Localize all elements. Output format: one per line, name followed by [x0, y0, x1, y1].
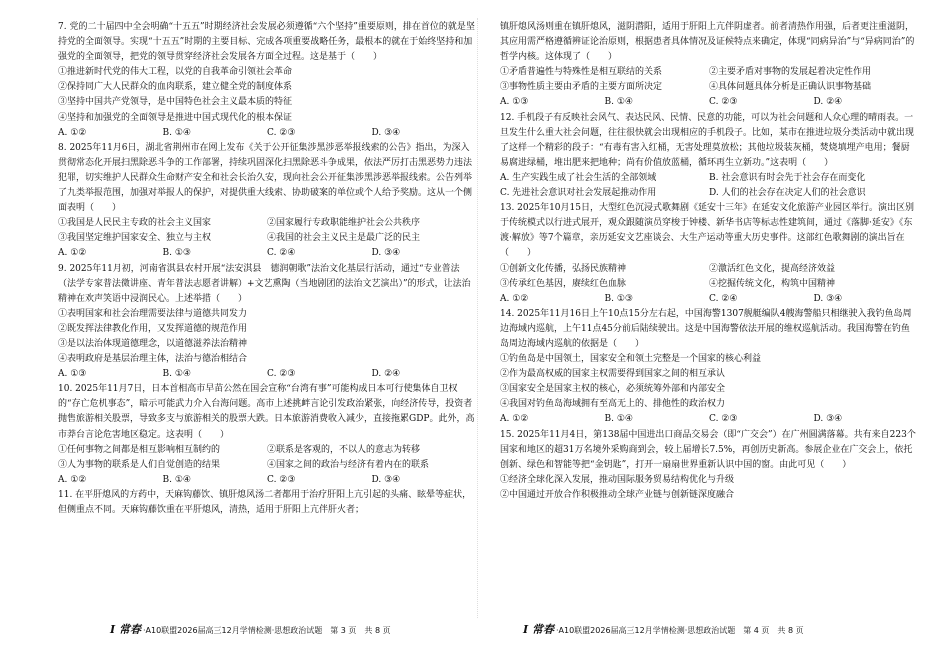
question-stem: 14. 2025年11月16日上午10点15分左右起，中国海警1307舰艇编队4艘海警船只相继驶入我钓鱼岛周边海域内巡航，上午11点45分前后陆续驶出。这是中国海警依法开展的维权巡航活动。我国海警在钓鱼岛周边海域内巡航的依据是（ ）: [500, 308, 912, 349]
answer-c[interactable]: C. ②③: [709, 97, 738, 108]
answer-d[interactable]: D. ③④: [371, 127, 401, 138]
option: ①经济全球化深入发展，推动国际服务贸易结构优化与升级: [500, 474, 735, 485]
option: ④坚持和加强党的全面领导是推进中国式现代化的根本保证: [58, 112, 293, 123]
answer-b[interactable]: B. ①③: [604, 293, 633, 304]
question-13: [500, 201, 918, 307]
answer-d[interactable]: D. ③④: [371, 248, 401, 259]
question-9: [58, 262, 476, 383]
answer-choices: [58, 246, 476, 261]
option: ①钓鱼岛是中国领土，国家安全和领土完整是一个国家的核心利益: [500, 354, 762, 365]
answer-choices: [58, 367, 476, 382]
brand-logo: I 常春: [110, 623, 141, 636]
option: ③我国坚定维护国家安全、独立与主权: [58, 233, 212, 244]
answer-d[interactable]: D. ③④: [813, 293, 843, 304]
option-grid: [58, 443, 476, 473]
option: ②中国通过开放合作积极推动全球产业链与创新链深度融合: [500, 489, 735, 500]
option: ①表明国家和社会治理需要法律与道德共同发力: [58, 308, 248, 319]
brand-logo: I 常春: [523, 623, 554, 636]
question-stem: 12. 手机段子有反映社会风气、表达民风、民情、民意的功能，可以为社会问题和人众心理的晴雨表。一旦发生什么重大社会问题，往往很快就会出现相应的手机段子。比如，某市在推进垃圾分类活动中就出现了这样一个精彩的段子：“有毒有害入红桶，无害处理莫放松；其他垃圾装灰桶，焚烧填埋产电用；餐厨易腐进绿桶，堆出肥来把地种；尚有价值放蓝桶，循环再生立新功。”这表明（ ）: [500, 112, 915, 168]
answer-b[interactable]: B. ①④: [162, 127, 191, 138]
option: ①推进新时代党的伟大工程，以党的自我革命引领社会革命: [58, 67, 293, 78]
option: ②国家履行专政职能维护社会公共秩序: [267, 218, 421, 229]
answer-c[interactable]: C. 先进社会意识对社会发展起推动作用: [500, 188, 657, 199]
answer-a[interactable]: A. ①③: [58, 369, 87, 380]
answer-a[interactable]: A. ①②: [58, 248, 87, 259]
option: ④我国的社会主义民主是最广泛的民主: [267, 233, 421, 244]
option: ③国家安全是国家主权的核心，必须统筹外部和内部安全: [500, 384, 726, 395]
question-stem: 15. 2025年11月4日，第138届中国进出口商品交易会（即“广交会”）在广州圆满落幕。共有来自223个国家和地区的超31万名境外采购商到会，较上届增长7.5%，再创历史新高。参展企业在广交会上，依托创新、绿色和智能等把“金钥匙”，打开一扇扇世界重新认识中国的窗。由此可见（ ）: [500, 429, 916, 470]
answer-b[interactable]: B. ①④: [162, 369, 191, 380]
answer-a[interactable]: A. ①③: [500, 97, 529, 108]
answer-a[interactable]: A. ①②: [500, 293, 529, 304]
left-page: [58, 20, 476, 518]
page-footer: [110, 621, 391, 637]
question-11-continued: [500, 20, 918, 111]
option: ③人为事物的联系是人们自觉创造的结果: [58, 459, 221, 470]
question-stem: 9. 2025年11月初，河南省淇县农村开展“法安淇县 德润朝歌”法治文化基层行活动，通过“专业普法（法学专家普法微讲座、青年普法志愿者讲解）+文艺熏陶（当地剧团的法治文艺演出）”的形式，让法治精神在欢声笑语中浸润民心。上述举措（ ）: [58, 263, 471, 304]
answer-a[interactable]: A. ①②: [58, 474, 87, 485]
option: ③事物性质主要由矛盾的主要方面所决定: [500, 82, 663, 93]
answer-b[interactable]: B. ①④: [162, 474, 191, 485]
answer-c[interactable]: C. ②③: [267, 474, 296, 485]
question-stem: 11. 在平肝熄风的方药中，天麻钩藤饮、镇肝熄风汤二者都用于治疗肝阳上亢引起的头痛、眩晕等症状，但侧重点不同。天麻钩藤饮重在平肝熄风，清热，适用于肝阳上亢伴肝火者；: [58, 489, 472, 515]
answer-d[interactable]: D. ③④: [813, 414, 843, 425]
page-divider: [477, 18, 478, 618]
option: ②联系是客观的，不以人的意志为转移: [267, 444, 421, 455]
answer-c[interactable]: C. ②④: [709, 293, 738, 304]
right-page: [500, 20, 918, 503]
answer-c[interactable]: C. ②③: [709, 414, 738, 425]
option: ①创新文化传播，弘扬民族精神: [500, 263, 627, 274]
answer-d[interactable]: D. ③④: [371, 474, 401, 485]
option: ③坚持中国共产党领导，是中国特色社会主义最本质的特征: [58, 97, 293, 108]
option: ②作为最高权威的国家主权需要得到国家之间的相互承认: [500, 369, 726, 380]
option: ③是以法治体现道德理念，以道德滋养法治精神: [58, 338, 248, 349]
option: ②激活红色文化，提高经济效益: [709, 263, 836, 274]
answer-b[interactable]: B. ①③: [162, 248, 191, 259]
answer-a[interactable]: A. ①②: [58, 127, 87, 138]
question-11: [58, 488, 476, 518]
option: ③传承红色基因，赓续红色血脉: [500, 278, 627, 289]
option: ②既发挥法律教化作用，又发挥道德的规范作用: [58, 323, 248, 334]
option: ①我国是人民民主专政的社会主义国家: [58, 218, 212, 229]
question-10: [58, 382, 476, 488]
option: ④我国对钓鱼岛海域拥有至高无上的、排他性的政治权力: [500, 399, 726, 410]
question-8: [58, 141, 476, 262]
answer-choices: [500, 292, 918, 307]
option: ①矛盾普遍性与特殊性是相互联结的关系: [500, 67, 663, 78]
question-7: [58, 20, 476, 141]
answer-c[interactable]: C. ②③: [267, 127, 296, 138]
answer-a[interactable]: A. ①②: [500, 414, 529, 425]
option: ④表明政府是基层治理主体，法治与德治相结合: [58, 354, 248, 365]
option: ④具体问题具体分析是正确认识事物基础: [709, 82, 872, 93]
option: ②保持同广大人民群众的血肉联系，建立健全党的制度体系: [58, 82, 293, 93]
option-grid: [500, 262, 918, 292]
question-stem: 镇肝熄风汤则重在镇肝熄风，滋阴潜阳，适用于肝阳上亢伴阴虚者。前者清热作用强，后者更注重滋阴，其应用需严格遵循辨证论治原则，根据患者具体情况及证候特点来确定，体现“同病异治”与“异病同治”的哲学内核。这体现了（ ）: [500, 22, 915, 63]
option: ④国家之间的政治与经济有着内在的联系: [267, 459, 430, 470]
answer-c[interactable]: C. ②③: [267, 369, 296, 380]
question-14: [500, 307, 918, 428]
answer-d[interactable]: D. 人们的社会存在决定人们的社会意识: [709, 188, 866, 199]
question-stem: 10. 2025年11月7日，日本首相高市早苗公然在国会宣称“台湾有事”可能构成日本可行使集体自卫权的“存亡危机事态”，暗示可能武力介入台海问题。高市上述挑衅言论引发政治紧张，向经济传导，投资者抛售旅游相关股票，导致多支与旅游相关的股票大跌。日本旅游消费收入减少，直接拖累GDP。此外，高市莽台言论危害地区稳定。这表明（ ）: [58, 384, 475, 440]
answer-choices: [500, 412, 918, 427]
question-12: [500, 111, 918, 202]
footer-text: ·A10联盟2026届高三12月学情检测·思想政治试题 第 3 页 共 8 页: [142, 626, 391, 635]
option-grid: [500, 65, 918, 95]
option: ②主要矛盾对事物的发展起着决定性作用: [709, 67, 872, 78]
answer-b[interactable]: B. ①④: [604, 97, 633, 108]
answer-d[interactable]: D. ②④: [371, 369, 401, 380]
question-stem: 7. 党的二十届四中全会明确“十五五”时期经济社会发展必须遵循“六个坚持”重要原则，排在首位的就是坚持党的全面领导。实现“十五五”时期的主要目标、完成各项重要战略任务，最根本的就在于始终坚持和加强党的全面领导，把党的领导贯穿经济社会发展各方面全过程。这是基于（ ）: [58, 22, 475, 63]
answer-choices: [58, 126, 476, 141]
option: ④挖掘传统文化，构筑中国精神: [709, 278, 836, 289]
answer-a[interactable]: A. 生产实践生成了社会生活的全部领域: [500, 172, 657, 183]
question-stem: 8. 2025年11月6日，湖北省荆州市在网上发布《关于公开征集涉黑涉恶举报线索的公告》指出，为深入贯彻常态化开展扫黑除恶斗争的工作部署，持续巩固深化扫黑除恶斗争成果，依法严厉打击黑恶势力违法犯罪，切实维护人民群众生命财产安全和社会长治久安，现向社会公开征集涉黑涉恶举报线索。公告列举了九类举报范围，加强对举报人的保护，对提供重大线索、协助破案的单位或个人给予奖励。这从一个侧面表明（ ）: [58, 142, 473, 214]
option: ①任何事物之间都是相互影响相互制约的: [58, 444, 221, 455]
option-grid: [500, 171, 918, 201]
answer-b[interactable]: B. ①④: [604, 414, 633, 425]
option-grid: [58, 216, 476, 246]
question-stem: 13. 2025年10月15日，大型红色沉浸式歌舞剧《延安十三年》在延安文化旅游产业园区举行。演出区别于传统模式以行进式展开，观众跟随演员穿梭于钟楼、新华书店等标志性建筑间，通过《落脚·延安》《东渡·解放》等7个篇章，亲历延安文艺座谈会、大生产运动等重大历史事件。这部红色歌舞剧的演出旨在（ ）: [500, 203, 914, 259]
answer-choices: [58, 473, 476, 488]
answer-choices: [500, 95, 918, 110]
answer-d[interactable]: D. ②④: [813, 97, 843, 108]
answer-b[interactable]: B. 社会意识有时会先于社会存在而变化: [709, 172, 866, 183]
question-15: [500, 428, 918, 503]
page-footer: [523, 621, 804, 637]
answer-c[interactable]: C. ②④: [267, 248, 296, 259]
footer-text: ·A10联盟2026届高三12月学情检测·思想政治试题 第 4 页 共 8 页: [555, 626, 804, 635]
